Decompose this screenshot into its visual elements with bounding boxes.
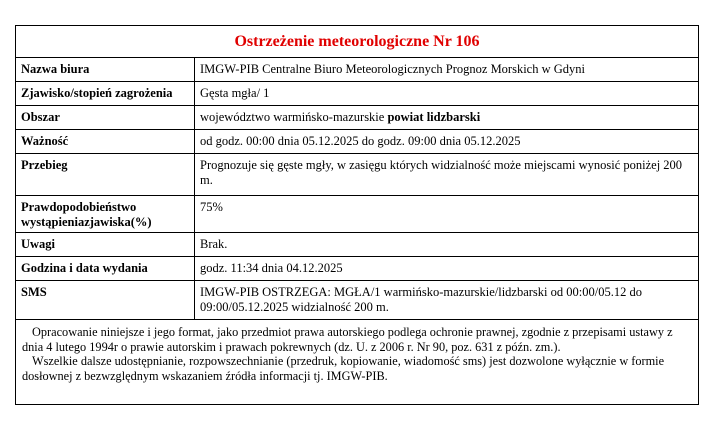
- value-office: IMGW-PIB Centralne Biuro Meteorologicznych Prognoz Morskich w Gdyni: [195, 58, 699, 82]
- value-issued: godz. 11:34 dnia 04.12.2025: [195, 257, 699, 281]
- redistribution-paragraph: Wszelkie dalsze udostępnianie, rozpowszechnianie (przedruk, kopiowanie, wiadomość sms) jest dozwolone wyłącznie w formie dosłownej z bezwzględnym wskazaniem źródła informacji tj. IMGW-PIB.: [22, 354, 665, 383]
- value-remarks: Brak.: [195, 233, 699, 257]
- row-sms: [16, 281, 698, 320]
- row-area: [16, 106, 698, 130]
- label-course: Przebieg: [16, 154, 195, 196]
- value-validity: od godz. 00:00 dnia 05.12.2025 do godz. 09:00 dnia 05.12.2025: [195, 130, 699, 154]
- copyright-footer: [16, 320, 698, 383]
- row-probability: [16, 196, 698, 233]
- label-sms: SMS: [16, 281, 195, 320]
- row-course: [16, 154, 698, 196]
- row-office: [16, 58, 698, 82]
- label-area: Obszar: [16, 106, 195, 130]
- label-office: Nazwa biura: [16, 58, 195, 82]
- label-probability: Prawdopodobieństwo wystąpieniazjawiska(%): [16, 196, 195, 233]
- row-issued: [16, 257, 698, 281]
- area-region: województwo warmińsko-mazurskie: [200, 110, 388, 124]
- copyright-paragraph: Opracowanie niniejsze i jego format, jako przedmiot prawa autorskiego podlega ochronie prawnej, zgodnie z przepisami ustawy z dnia 4 lutego 1994r o prawie autorskim i prawach pokrewnych (dz. U. z 2006 r. Nr 90, poz. 631 z późn. zm.).: [22, 325, 673, 354]
- value-course: Prognozuje się gęste mgły, w zasięgu których widzialność może miejscami wynosić poniżej 200 m.: [195, 154, 699, 196]
- value-area: [195, 106, 699, 130]
- label-issued: Godzina i data wydania: [16, 257, 195, 281]
- warning-title: Ostrzeżenie meteorologiczne Nr 106: [16, 26, 698, 58]
- area-county: powiat lidzbarski: [387, 110, 481, 124]
- label-phenomenon: Zjawisko/stopień zagrożenia: [16, 82, 195, 106]
- value-sms: IMGW-PIB OSTRZEGA: MGŁA/1 warmińsko-mazurskie/lidzbarski od 00:00/05.12 do 09:00/05.12.2025 widzialność 200 m.: [195, 281, 699, 320]
- value-probability: 75%: [195, 196, 699, 233]
- row-validity: [16, 130, 698, 154]
- warning-table: [16, 58, 698, 320]
- warning-document: [15, 25, 699, 405]
- value-phenomenon: Gęsta mgła/ 1: [195, 82, 699, 106]
- row-phenomenon: [16, 82, 698, 106]
- label-remarks: Uwagi: [16, 233, 195, 257]
- row-remarks: [16, 233, 698, 257]
- label-validity: Ważność: [16, 130, 195, 154]
